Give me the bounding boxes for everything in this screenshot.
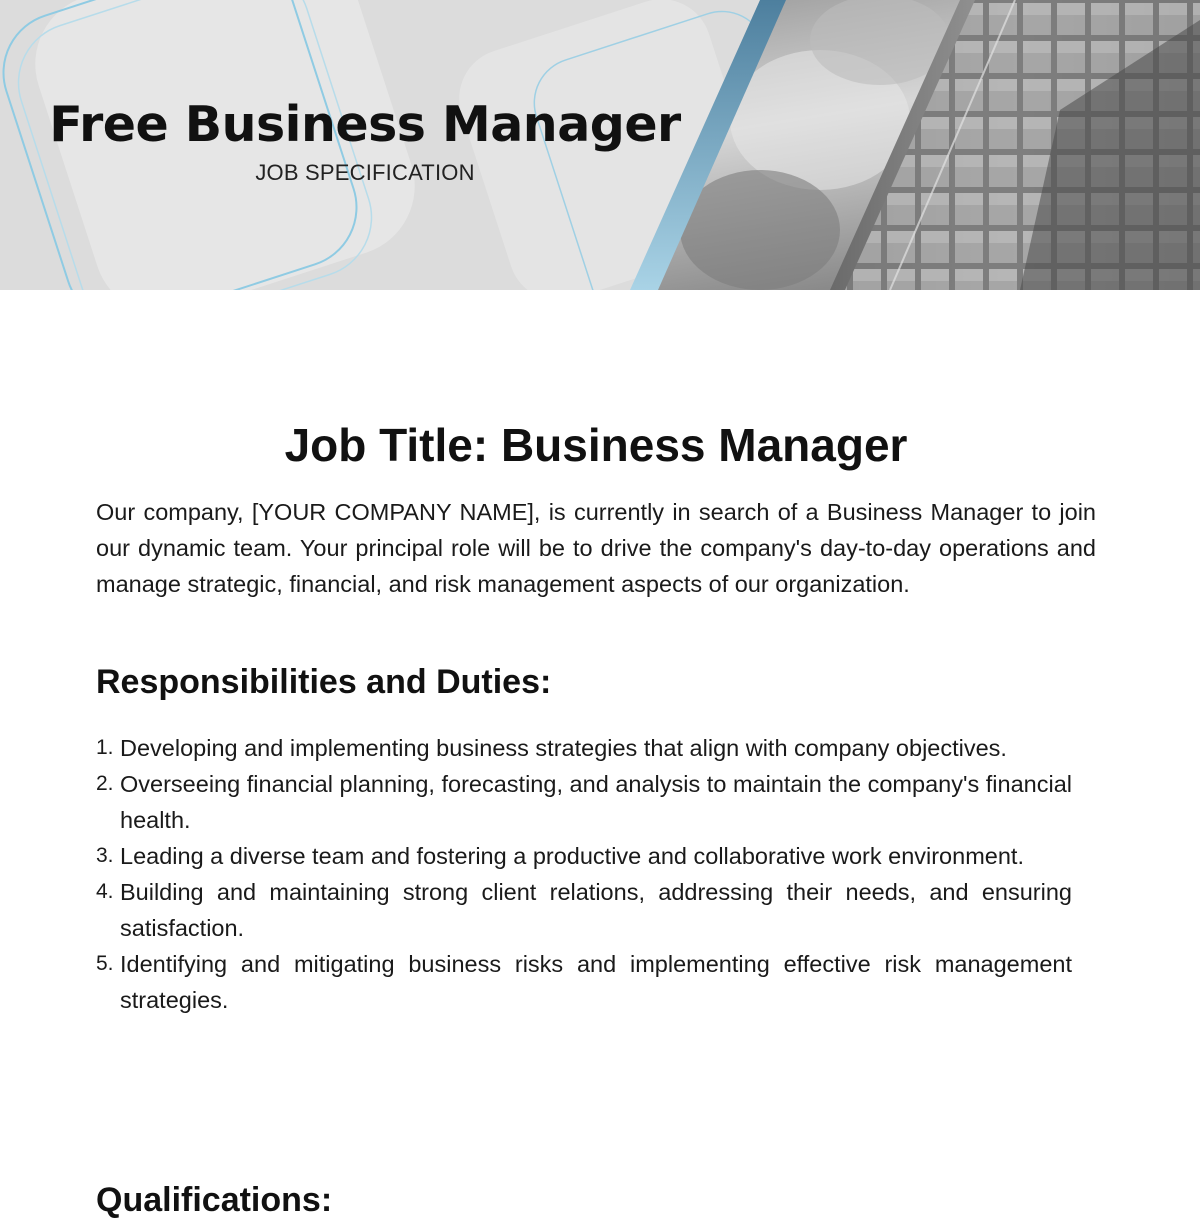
- list-item: [96, 874, 1072, 946]
- responsibilities-list: [96, 730, 1096, 1018]
- list-item-text: Building and maintaining strong client relations, addressing their needs, and ensuring satisfaction.: [120, 879, 1072, 941]
- list-item-number: 5.: [96, 952, 114, 975]
- qualifications-heading: Qualifications:: [96, 1181, 333, 1219]
- list-item: [96, 838, 1072, 874]
- banner-subtitle: JOB SPECIFICATION: [255, 160, 475, 185]
- list-item-text: Leading a diverse team and fostering a productive and collaborative work environment.: [120, 843, 1024, 869]
- banner-title: Free Business Manager: [49, 96, 681, 153]
- list-item-number: 1.: [96, 736, 114, 759]
- list-item: [96, 730, 1072, 766]
- header-banner: [0, 0, 1200, 290]
- intro-paragraph: Our company, [YOUR COMPANY NAME], is currently in search of a Business Manager to join our dynamic team. Your principal role will be to drive the company's day-to-day operations and manage strategic, financial, and risk management aspects of our organization.: [96, 499, 1096, 597]
- list-item-text: Overseeing financial planning, forecasting, and analysis to maintain the company's financial health.: [120, 771, 1072, 833]
- job-title-heading: Job Title: Business Manager: [284, 419, 908, 471]
- list-item: [96, 946, 1072, 1018]
- list-item-text: Developing and implementing business strategies that align with company objectives.: [120, 735, 1007, 761]
- list-item-text: Identifying and mitigating business risks and implementing effective risk management strategies.: [120, 951, 1072, 1013]
- document-body: [96, 410, 1096, 1018]
- list-item-number: 2.: [96, 772, 114, 795]
- list-item-number: 3.: [96, 844, 114, 867]
- responsibilities-heading: Responsibilities and Duties:: [96, 663, 552, 701]
- list-item-number: 4.: [96, 880, 114, 903]
- list-item: [96, 766, 1072, 838]
